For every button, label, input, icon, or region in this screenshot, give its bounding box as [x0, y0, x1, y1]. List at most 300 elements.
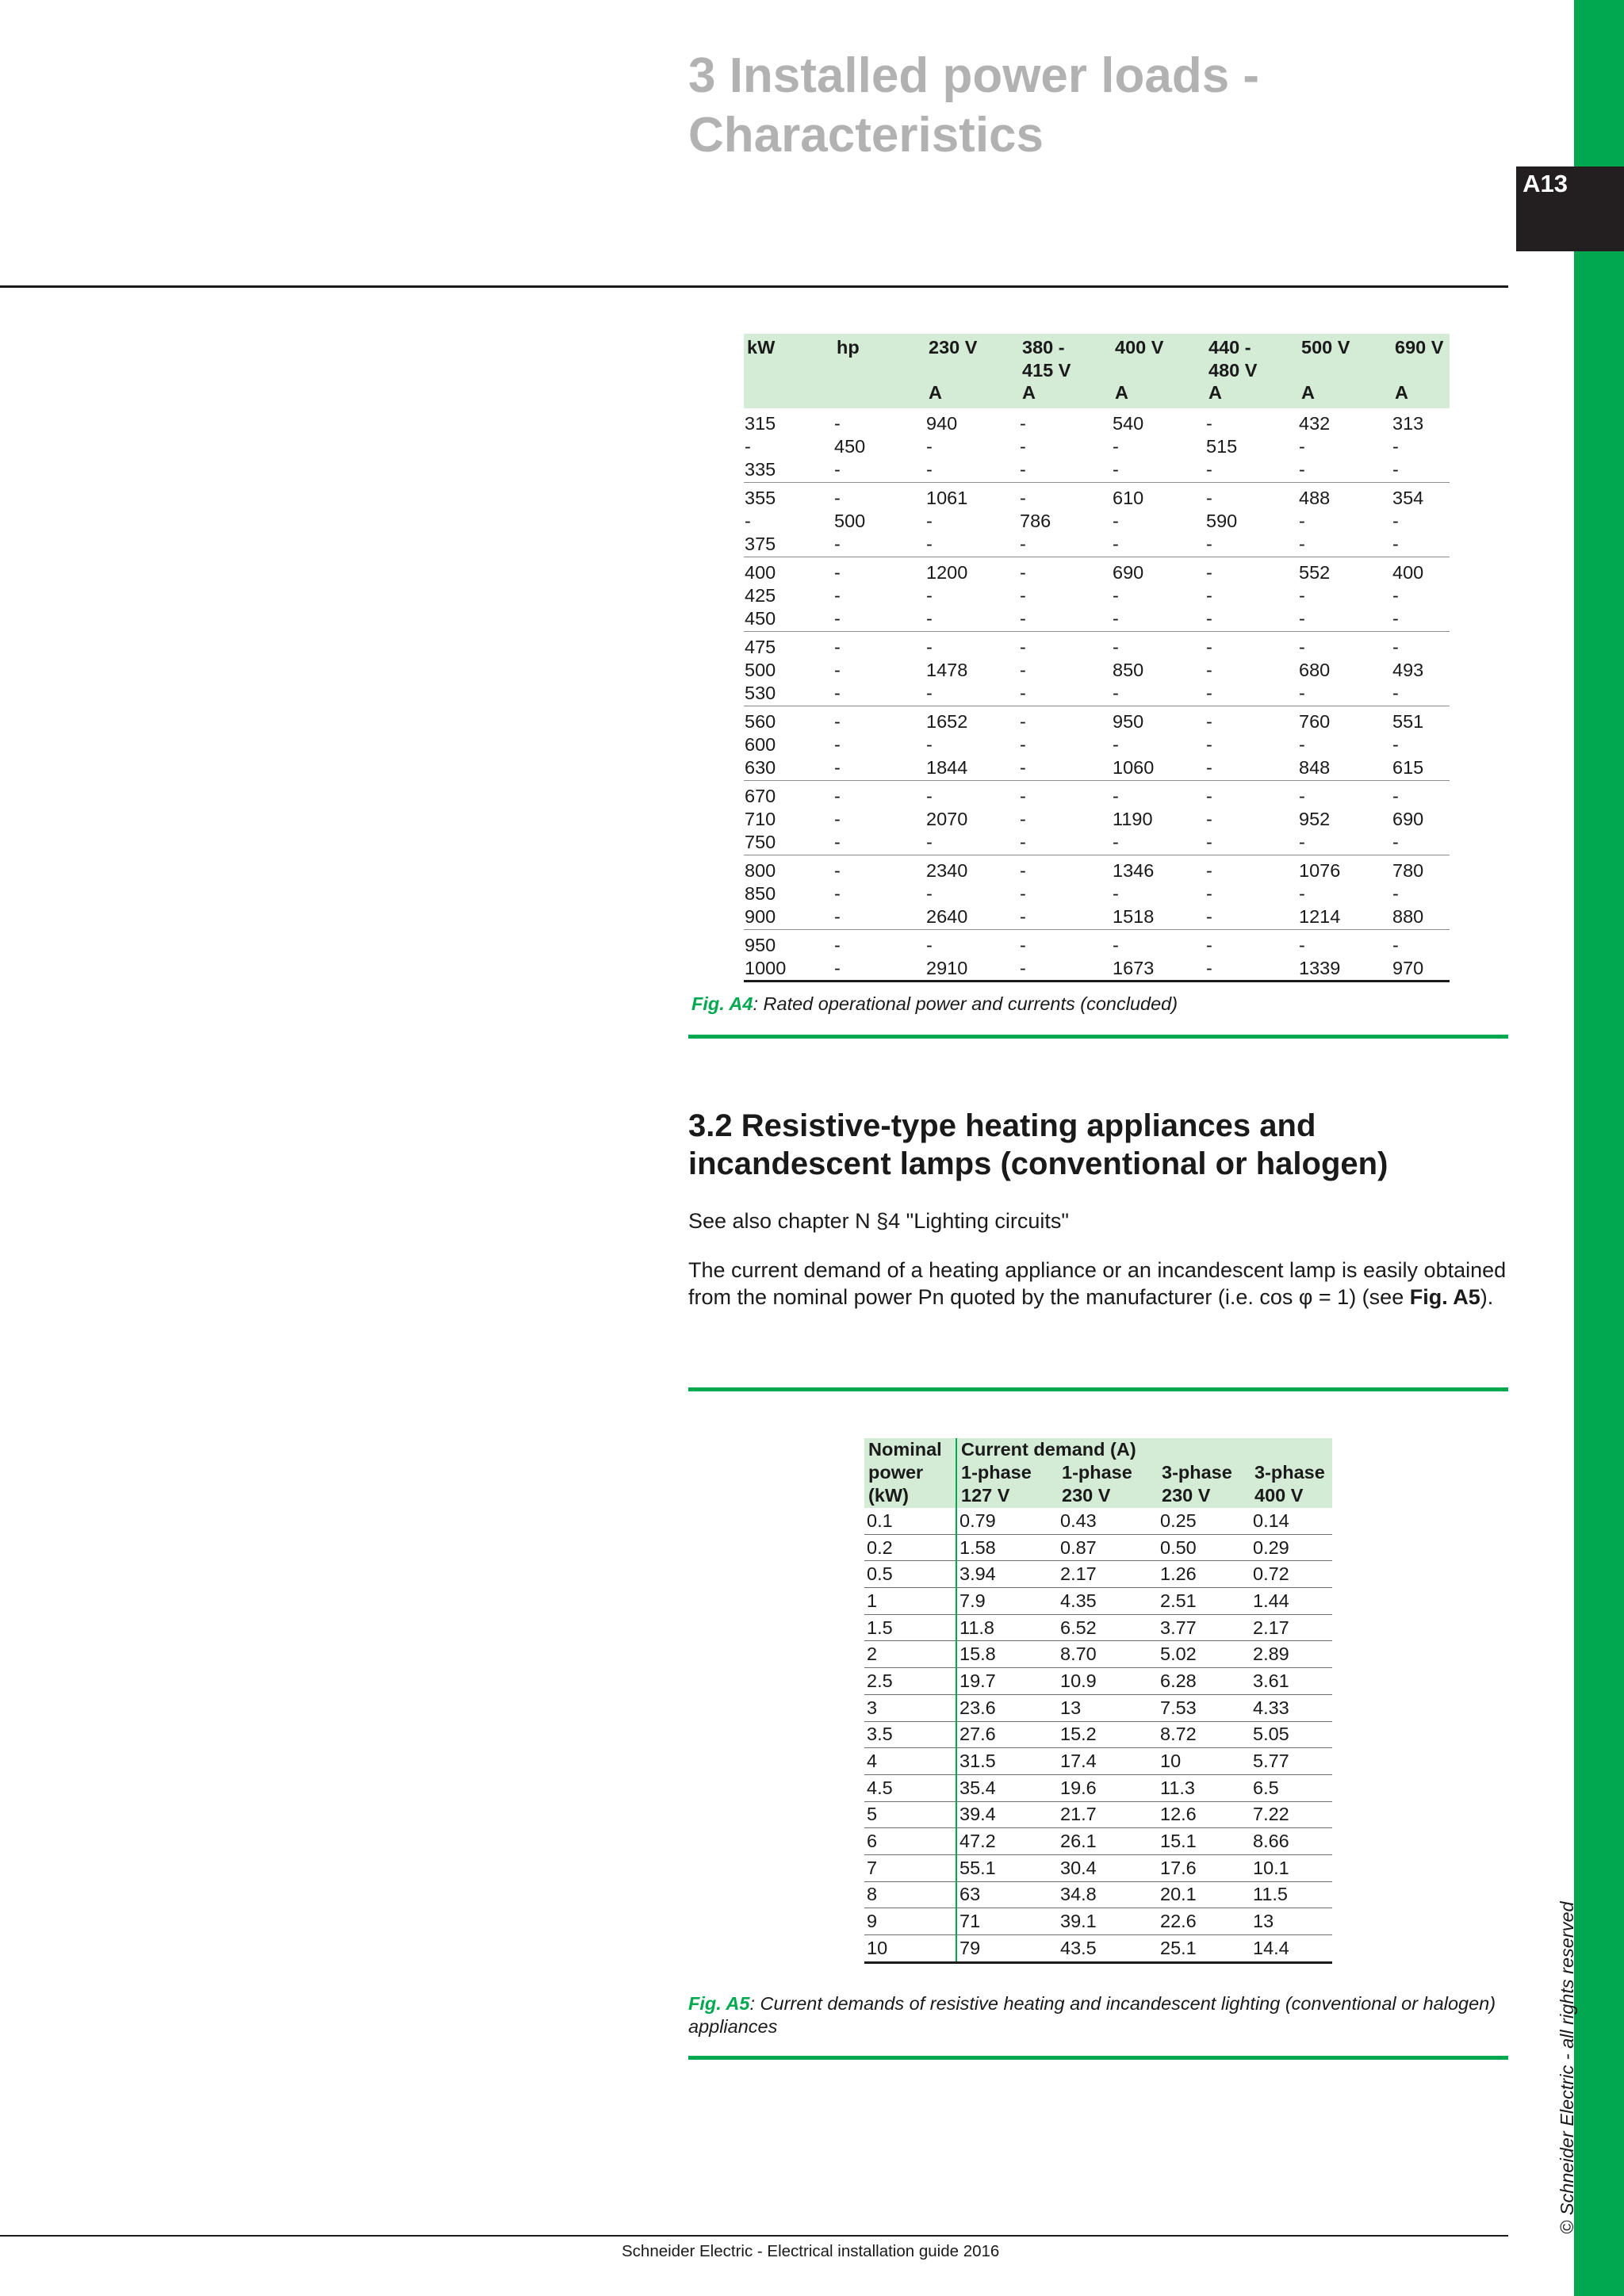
table-cell: 63 — [956, 1881, 1058, 1908]
table-cell: 2.17 — [1251, 1614, 1332, 1641]
table-cell: 848 — [1298, 756, 1392, 781]
table-cell: - — [1299, 786, 1305, 806]
table-cell: - — [926, 436, 933, 457]
table-row — [864, 1881, 1332, 1908]
fig-a5-label: Fig. A5 — [688, 1993, 750, 2014]
table-cell: 1478 — [926, 660, 968, 680]
table-cell: - — [1020, 883, 1026, 904]
table-cell: 800 — [745, 860, 776, 881]
table-cell: - — [925, 533, 1019, 557]
table-cell: 1844 — [925, 756, 1019, 781]
table-cell: 950 — [1113, 711, 1144, 732]
table-cell: 25.1 — [1158, 1935, 1251, 1963]
col-header-400v: 400 V — [1112, 334, 1205, 381]
table-cell: - — [1019, 682, 1112, 706]
table-cell: - — [1206, 711, 1212, 732]
header-text: 1-phase 127 V — [961, 1462, 1032, 1506]
table-cell: 493 — [1392, 660, 1424, 680]
table-row — [744, 756, 1450, 781]
table-cell: - — [1112, 682, 1205, 706]
table-cell: 450 — [834, 436, 866, 457]
table-cell: 0.79 — [956, 1508, 1058, 1534]
table-cell: - — [1020, 711, 1026, 732]
table-cell: 12.6 — [1158, 1801, 1251, 1828]
table-cell: 10 — [864, 1935, 956, 1963]
table-cell: - — [1019, 957, 1112, 982]
table-cell: - — [1112, 458, 1205, 483]
table-cell: - — [1298, 682, 1392, 706]
table-row — [864, 1588, 1332, 1615]
table-row — [744, 882, 1450, 905]
unit-cell: A — [1112, 381, 1205, 408]
table-row — [744, 781, 1450, 809]
col-header-3phase-230v — [1158, 1461, 1251, 1508]
table-cell: - — [1113, 883, 1119, 904]
table-row — [864, 1614, 1332, 1641]
table-cell: 850 — [745, 883, 776, 904]
table-cell: 375 — [744, 533, 833, 557]
table-cell: 22.6 — [1158, 1908, 1251, 1935]
table-cell: - — [1206, 786, 1212, 806]
table-cell: - — [833, 682, 925, 706]
table-row — [864, 1668, 1332, 1695]
table-cell: 0.5 — [864, 1561, 956, 1588]
table-cell: - — [925, 607, 1019, 632]
table-cell: 71 — [956, 1908, 1058, 1935]
table-cell: - — [1392, 883, 1399, 904]
fig-reference: Fig. A5 — [1409, 1285, 1480, 1309]
table-cell: - — [1392, 786, 1399, 806]
table-cell: - — [834, 585, 841, 606]
table-cell: - — [1112, 533, 1205, 557]
table-cell: 1000 — [744, 957, 833, 982]
table-cell: - — [834, 637, 841, 657]
table-cell: 690 — [1392, 809, 1424, 829]
table-cell: - — [1298, 607, 1392, 632]
table-cell: 551 — [1392, 711, 1424, 732]
table-row — [864, 1774, 1332, 1801]
table-row — [744, 510, 1450, 533]
table-row — [744, 808, 1450, 831]
table-cell: - — [834, 562, 841, 583]
table-row — [744, 607, 1450, 632]
table-cell: - — [833, 533, 925, 557]
table-cell: 0.1 — [864, 1508, 956, 1534]
table-cell: - — [926, 786, 933, 806]
table-row — [864, 1748, 1332, 1775]
paragraph-current-demand — [688, 1257, 1513, 1311]
table-row — [864, 1935, 1332, 1963]
col-header-500v: 500 V — [1298, 334, 1392, 381]
table-cell: 1200 — [926, 562, 968, 583]
table-cell: 2 — [864, 1641, 956, 1668]
table-row — [864, 1908, 1332, 1935]
table-cell: 1518 — [1112, 905, 1205, 930]
table-cell: - — [1205, 905, 1298, 930]
table-cell: - — [1205, 533, 1298, 557]
table-cell: - — [1205, 957, 1298, 982]
table-cell: - — [1019, 756, 1112, 781]
table-row — [744, 706, 1450, 734]
table-cell: 15.8 — [956, 1641, 1058, 1668]
table-cell: 7 — [864, 1854, 956, 1881]
table-cell: 15.1 — [1158, 1828, 1251, 1855]
col-header-kw: kW — [744, 334, 833, 381]
table-cell: - — [1205, 607, 1298, 632]
table-cell: 1673 — [1112, 957, 1205, 982]
table-cell: 6.28 — [1158, 1668, 1251, 1695]
table-cell: - — [834, 786, 841, 806]
table-cell: - — [1392, 511, 1399, 531]
table-row — [744, 905, 1450, 930]
table-cell: - — [1392, 682, 1450, 706]
table-cell: 2340 — [926, 860, 968, 881]
table-cell: - — [834, 935, 841, 955]
table-cell: 1.44 — [1251, 1588, 1332, 1615]
header-rule — [0, 285, 1508, 288]
table-cell: - — [1113, 637, 1119, 657]
table-cell: 750 — [744, 831, 833, 855]
table-cell: 10.1 — [1251, 1854, 1332, 1881]
table-cell: - — [834, 809, 841, 829]
table-cell: - — [926, 734, 933, 755]
table-cell: - — [1020, 436, 1026, 457]
green-side-band — [1574, 0, 1624, 2296]
table-cell: 11.5 — [1251, 1881, 1332, 1908]
table-cell: 786 — [1020, 511, 1051, 531]
table-cell: - — [1112, 831, 1205, 855]
table-cell: - — [834, 860, 841, 881]
table-cell: - — [1020, 562, 1026, 583]
table-cell: - — [1020, 637, 1026, 657]
header-text: 3-phase 230 V — [1162, 1462, 1232, 1506]
table-cell: - — [1392, 831, 1450, 855]
table-cell: 79 — [956, 1935, 1058, 1963]
table-cell: - — [834, 488, 841, 508]
fig-a4-label: Fig. A4 — [691, 993, 753, 1014]
table-cell: 432 — [1299, 413, 1331, 434]
table-cell: - — [1113, 585, 1119, 606]
table-cell: - — [1113, 734, 1119, 755]
col-header-230v: 230 V — [925, 334, 1019, 381]
table-cell: 0.2 — [864, 1534, 956, 1561]
table-cell: - — [834, 734, 841, 755]
header-text: 3-phase 400 V — [1254, 1462, 1325, 1506]
table-cell: 1076 — [1299, 860, 1341, 881]
table-cell: 2910 — [925, 957, 1019, 982]
table-row — [864, 1721, 1332, 1748]
table-cell: - — [1299, 585, 1305, 606]
table-cell: - — [1205, 682, 1298, 706]
table-cell: 1214 — [1298, 905, 1392, 930]
table-cell: - — [1206, 660, 1212, 680]
table-cell: 940 — [926, 413, 958, 434]
table-cell: 39.1 — [1058, 1908, 1158, 1935]
page-number-tab — [1516, 166, 1624, 251]
header-text: 440 - 480 V — [1208, 337, 1258, 381]
table-row — [744, 659, 1450, 682]
table-cell: - — [1020, 585, 1026, 606]
table-cell: - — [1205, 831, 1298, 855]
table-cell: 670 — [745, 786, 776, 806]
table-row — [744, 733, 1450, 756]
table-cell: - — [1019, 607, 1112, 632]
table-cell: - — [1298, 533, 1392, 557]
table-cell: 15.2 — [1058, 1721, 1158, 1748]
table-cell: - — [1206, 562, 1212, 583]
table-cell: 9 — [864, 1908, 956, 1935]
table-cell: 31.5 — [956, 1748, 1058, 1775]
table-cell: - — [926, 883, 933, 904]
table-cell: 488 — [1299, 488, 1331, 508]
page-number: A13 — [1522, 170, 1568, 197]
table-cell: 425 — [745, 585, 776, 606]
table-cell: - — [1206, 860, 1212, 881]
table-cell: - — [833, 756, 925, 781]
table-cell: 450 — [744, 607, 833, 632]
unit-cell: A — [1019, 381, 1112, 408]
paragraph-see-also: See also chapter N §4 "Lighting circuits" — [688, 1209, 1069, 1233]
table-cell: - — [1206, 585, 1212, 606]
table-cell: 14.4 — [1251, 1935, 1332, 1963]
table-cell: - — [1019, 458, 1112, 483]
table-cell: - — [1020, 809, 1026, 829]
table-cell: 850 — [1113, 660, 1144, 680]
table-cell: 13 — [1251, 1908, 1332, 1935]
table-cell: 30.4 — [1058, 1854, 1158, 1881]
fig-a5-caption-text: : Current demands of resistive heating and incandescent lighting (conventional or halogen) appliances — [688, 1993, 1496, 2037]
table-row — [744, 557, 1450, 585]
table-row — [744, 483, 1450, 511]
green-divider — [688, 1387, 1508, 1391]
table-cell: 0.43 — [1058, 1508, 1158, 1534]
table-row — [744, 957, 1450, 982]
table-cell: 600 — [745, 734, 776, 755]
table-cell: - — [1206, 413, 1212, 434]
table-cell: 0.87 — [1058, 1534, 1158, 1561]
table-cell: - — [1113, 786, 1119, 806]
table-cell: - — [1113, 511, 1119, 531]
table-row — [864, 1694, 1332, 1721]
table-cell: 400 — [745, 562, 776, 583]
table-cell: - — [1019, 831, 1112, 855]
unit-cell — [744, 381, 833, 408]
table-cell: - — [1205, 756, 1298, 781]
table-cell: 500 — [745, 660, 776, 680]
table-cell: 43.5 — [1058, 1935, 1158, 1963]
table-row — [744, 435, 1450, 458]
table-cell: 8 — [864, 1881, 956, 1908]
table-row — [864, 1561, 1332, 1588]
table-cell: 690 — [1113, 562, 1144, 583]
table-row — [744, 408, 1450, 435]
table-cell: 3.61 — [1251, 1668, 1332, 1695]
green-divider — [688, 1035, 1508, 1039]
fig-a5-body — [864, 1508, 1332, 1962]
unit-cell: A — [1298, 381, 1392, 408]
fig-a4-caption-text: : Rated operational power and currents (concluded) — [753, 993, 1178, 1014]
table-cell: - — [833, 831, 925, 855]
table-cell: - — [833, 957, 925, 982]
table-cell: 19.7 — [956, 1668, 1058, 1695]
table-cell: 335 — [744, 458, 833, 483]
col-header-1phase-127v — [956, 1461, 1058, 1508]
table-cell: 710 — [745, 809, 776, 829]
table-cell: 630 — [744, 756, 833, 781]
table-cell: - — [926, 637, 933, 657]
table-cell: 1 — [864, 1588, 956, 1615]
table-cell: 1339 — [1298, 957, 1392, 982]
table-cell: - — [1392, 458, 1450, 483]
fig-a4-caption — [691, 993, 1508, 1016]
header-text: 1-phase 230 V — [1062, 1462, 1132, 1506]
table-cell: - — [834, 883, 841, 904]
table-cell: - — [926, 511, 933, 531]
table-cell: 1346 — [1113, 860, 1155, 881]
table-row — [864, 1801, 1332, 1828]
table-cell: 7.9 — [956, 1588, 1058, 1615]
table-cell: 4.5 — [864, 1774, 956, 1801]
table-cell: 7.22 — [1251, 1801, 1332, 1828]
table-cell: 39.4 — [956, 1801, 1058, 1828]
table-cell: - — [1392, 607, 1450, 632]
table-cell: 34.8 — [1058, 1881, 1158, 1908]
fig-a5-table — [864, 1438, 1332, 1964]
table-cell: - — [745, 511, 751, 531]
table-cell: - — [833, 607, 925, 632]
table-row — [744, 855, 1450, 883]
header-text: 380 - 415 V — [1022, 337, 1071, 381]
col-header-380-415v — [1019, 334, 1112, 381]
table-row — [864, 1854, 1332, 1881]
table-cell: - — [1206, 734, 1212, 755]
table-cell: - — [1299, 637, 1305, 657]
table-cell: - — [926, 585, 933, 606]
table-cell: - — [1019, 533, 1112, 557]
table-cell: - — [834, 711, 841, 732]
table-cell: 27.6 — [956, 1721, 1058, 1748]
green-divider — [688, 2056, 1508, 2060]
table-cell: 2.51 — [1158, 1588, 1251, 1615]
table-cell: 21.7 — [1058, 1801, 1158, 1828]
fig-a5-header-row — [864, 1438, 1332, 1461]
page-footer: Schneider Electric - Electrical installation guide 2016 — [622, 2242, 1000, 2260]
table-cell: 1652 — [926, 711, 968, 732]
paragraph-text: ). — [1480, 1285, 1494, 1309]
table-cell: 5.02 — [1158, 1641, 1251, 1668]
header-text: Nominal power (kW) — [868, 1439, 942, 1506]
table-row — [864, 1534, 1332, 1561]
table-cell: 1190 — [1113, 809, 1153, 829]
table-cell: 760 — [1299, 711, 1331, 732]
table-cell: - — [1020, 860, 1026, 881]
table-cell: 0.72 — [1251, 1561, 1332, 1588]
table-cell: 1061 — [926, 488, 968, 508]
table-cell: - — [834, 413, 841, 434]
table-cell: 0.14 — [1251, 1508, 1332, 1534]
table-cell: 4.35 — [1058, 1588, 1158, 1615]
table-cell: 2640 — [925, 905, 1019, 930]
table-cell: - — [1392, 585, 1399, 606]
table-cell: - — [1298, 458, 1392, 483]
table-cell: - — [1020, 734, 1026, 755]
table-cell: 8.66 — [1251, 1828, 1332, 1855]
fig-a5-caption — [688, 1992, 1508, 2038]
table-cell: 6.5 — [1251, 1774, 1332, 1801]
table-cell: - — [1019, 905, 1112, 930]
unit-cell: A — [925, 381, 1019, 408]
table-cell: - — [1206, 883, 1212, 904]
table-cell: 23.6 — [956, 1694, 1058, 1721]
table-cell: - — [926, 935, 933, 955]
table-cell: - — [1299, 734, 1305, 755]
table-cell: - — [1020, 935, 1026, 955]
table-cell: - — [1298, 831, 1392, 855]
table-cell: 680 — [1299, 660, 1331, 680]
table-cell: - — [1392, 533, 1450, 557]
table-cell: 400 — [1392, 562, 1424, 583]
table-cell: - — [1206, 809, 1212, 829]
table-cell: 3.5 — [864, 1721, 956, 1748]
table-cell: - — [1206, 637, 1212, 657]
table-cell: - — [1392, 935, 1399, 955]
col-header-440-480v — [1205, 334, 1298, 381]
footer-rule — [0, 2235, 1508, 2237]
table-cell: 950 — [745, 935, 776, 955]
table-row — [744, 682, 1450, 706]
table-row — [864, 1641, 1332, 1668]
table-cell: 17.4 — [1058, 1748, 1158, 1775]
paragraph-text: The current demand of a heating appliance or an incandescent lamp is easily obtained from the nominal power Pn quoted by the manufacturer (i.e. cos φ = 1) (see — [688, 1258, 1507, 1309]
table-cell: 5.77 — [1251, 1748, 1332, 1775]
table-cell: - — [1020, 786, 1026, 806]
table-row — [744, 831, 1450, 855]
table-cell: 4.33 — [1251, 1694, 1332, 1721]
table-cell: 2.89 — [1251, 1641, 1332, 1668]
table-cell: 615 — [1392, 756, 1450, 781]
table-cell: 610 — [1113, 488, 1144, 508]
table-cell: 475 — [745, 637, 776, 657]
table-cell: 4 — [864, 1748, 956, 1775]
table-cell: 11.3 — [1158, 1774, 1251, 1801]
table-cell: 313 — [1392, 413, 1424, 434]
table-cell: 3.94 — [956, 1561, 1058, 1588]
copyright-notice: © Schneider Electric - all rights reserved — [1557, 1901, 1577, 2234]
table-cell: 552 — [1299, 562, 1331, 583]
table-cell: 35.4 — [956, 1774, 1058, 1801]
table-cell: 560 — [745, 711, 776, 732]
table-cell: 5.05 — [1251, 1721, 1332, 1748]
table-cell: 6 — [864, 1828, 956, 1855]
unit-cell — [833, 381, 925, 408]
table-cell: 780 — [1392, 860, 1424, 881]
table-row — [744, 458, 1450, 483]
table-cell: 7.53 — [1158, 1694, 1251, 1721]
table-cell: - — [1299, 436, 1305, 457]
table-cell: 10.9 — [1058, 1668, 1158, 1695]
col-header-3phase-400v — [1251, 1461, 1332, 1508]
table-cell: - — [1206, 488, 1212, 508]
table-cell: - — [1112, 607, 1205, 632]
table-cell: 8.72 — [1158, 1721, 1251, 1748]
table-cell: 1060 — [1112, 756, 1205, 781]
table-cell: 1.5 — [864, 1614, 956, 1641]
table-cell: 530 — [744, 682, 833, 706]
table-cell: 20.1 — [1158, 1881, 1251, 1908]
table-cell: 2.5 — [864, 1668, 956, 1695]
table-cell: - — [1206, 935, 1212, 955]
table-cell: 2.17 — [1058, 1561, 1158, 1588]
